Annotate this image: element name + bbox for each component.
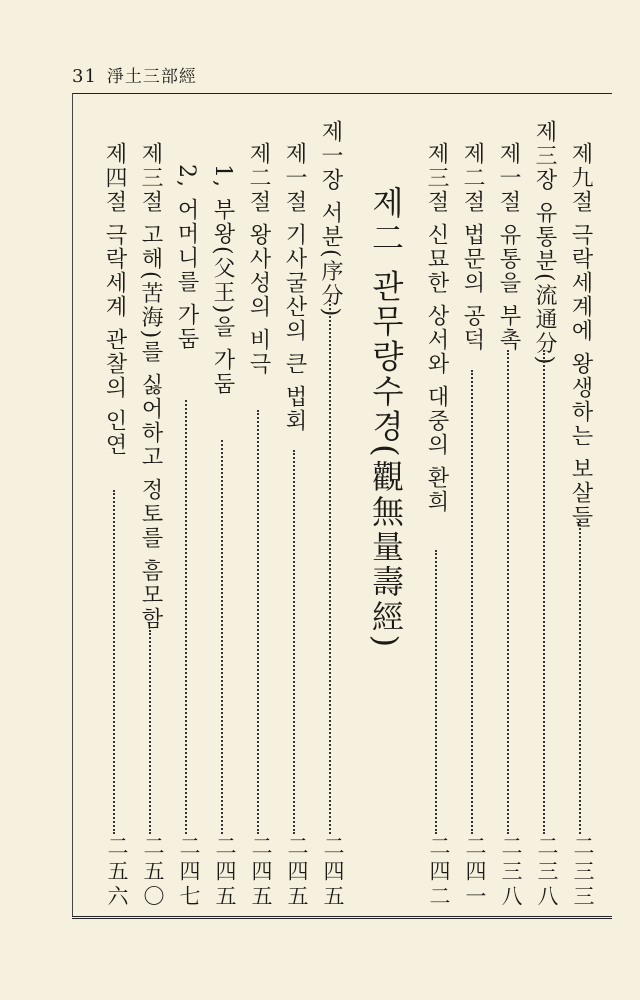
toc-entry-ch9 [562, 120, 598, 910]
toc-page-number: 二四五 [285, 835, 309, 910]
toc-page-number: 二四一 [463, 835, 487, 910]
left-frame-line [72, 93, 73, 916]
leader-dots [185, 400, 187, 834]
toc-page-number: 二五〇 [141, 835, 165, 910]
toc-entry-c1s2i2 [168, 120, 204, 910]
toc-entry-title: 2, 어머니를 가둠 [174, 164, 199, 351]
leader-dots [543, 350, 545, 834]
toc-entry-title: 제四절 극락세계 관찰의 인연 [102, 142, 127, 457]
toc-entry-part2 [354, 120, 418, 910]
toc-entry-title: 1, 부왕(父王)을 가둠 [210, 164, 235, 397]
toc-page-number: 二四五 [249, 835, 273, 910]
leader-dots [471, 370, 473, 834]
leader-dots [579, 520, 581, 834]
table-of-contents [78, 120, 598, 910]
toc-entry-title: 제二절 법문의 공덕 [460, 142, 485, 352]
leader-dots [221, 440, 223, 834]
toc-entry-s2 [454, 120, 490, 910]
toc-page-number: 二四七 [177, 835, 201, 910]
toc-entry-c1s1 [276, 120, 312, 910]
toc-entry-title: 제二 관무량수경(觀無量壽經) [367, 186, 405, 651]
toc-entry-c1s4 [96, 120, 132, 910]
leader-dots [329, 300, 331, 834]
toc-entry-c1s2 [240, 120, 276, 910]
leader-dots [113, 490, 115, 834]
page-number: 31 [72, 66, 97, 87]
toc-entry-title: 제二절 왕사성의 비극 [246, 142, 271, 376]
toc-entry-c1 [312, 120, 348, 910]
toc-entry-c1s2i1 [204, 120, 240, 910]
leader-dots [293, 450, 295, 834]
toc-entry-title: 제一절 유통을 부촉 [496, 142, 521, 352]
toc-entry-s3 [418, 120, 454, 910]
toc-entry-title: 제三장 유통분(流通分) [532, 120, 557, 367]
toc-entry-c1s3 [132, 120, 168, 910]
running-header [72, 62, 197, 87]
book-title: 淨土三部經 [106, 67, 197, 87]
toc-entry-title: 제一장 서분(序分) [318, 120, 343, 319]
toc-page-number: 二三三 [571, 835, 595, 910]
toc-entry-s1 [490, 120, 526, 910]
toc-entry-title: 제三절 고해(苦海)를 싫어하고 정토를 흠모함 [138, 142, 163, 632]
leader-dots [257, 410, 259, 834]
toc-entry-title: 제一절 기사굴산의 큰 법회 [282, 142, 307, 433]
leader-dots [149, 630, 151, 834]
toc-entry-title: 제九절 극락세계에 왕생하는 보살들 [568, 142, 593, 529]
leader-dots [435, 550, 437, 834]
toc-entry-ch3 [526, 120, 562, 910]
bottom-double-rule [72, 916, 612, 919]
toc-page-number: 二四五 [213, 835, 237, 910]
toc-page-number: 二三八 [499, 835, 523, 910]
toc-page-number: 二四五 [321, 835, 345, 910]
toc-entry-title: 제三절 신묘한 상서와 대중의 환희 [424, 142, 449, 514]
top-rule [72, 93, 612, 94]
toc-page-number: 二三八 [535, 835, 559, 910]
toc-page-number: 二五六 [105, 835, 129, 910]
leader-dots [507, 350, 509, 834]
toc-page-number: 二四二 [427, 835, 451, 910]
